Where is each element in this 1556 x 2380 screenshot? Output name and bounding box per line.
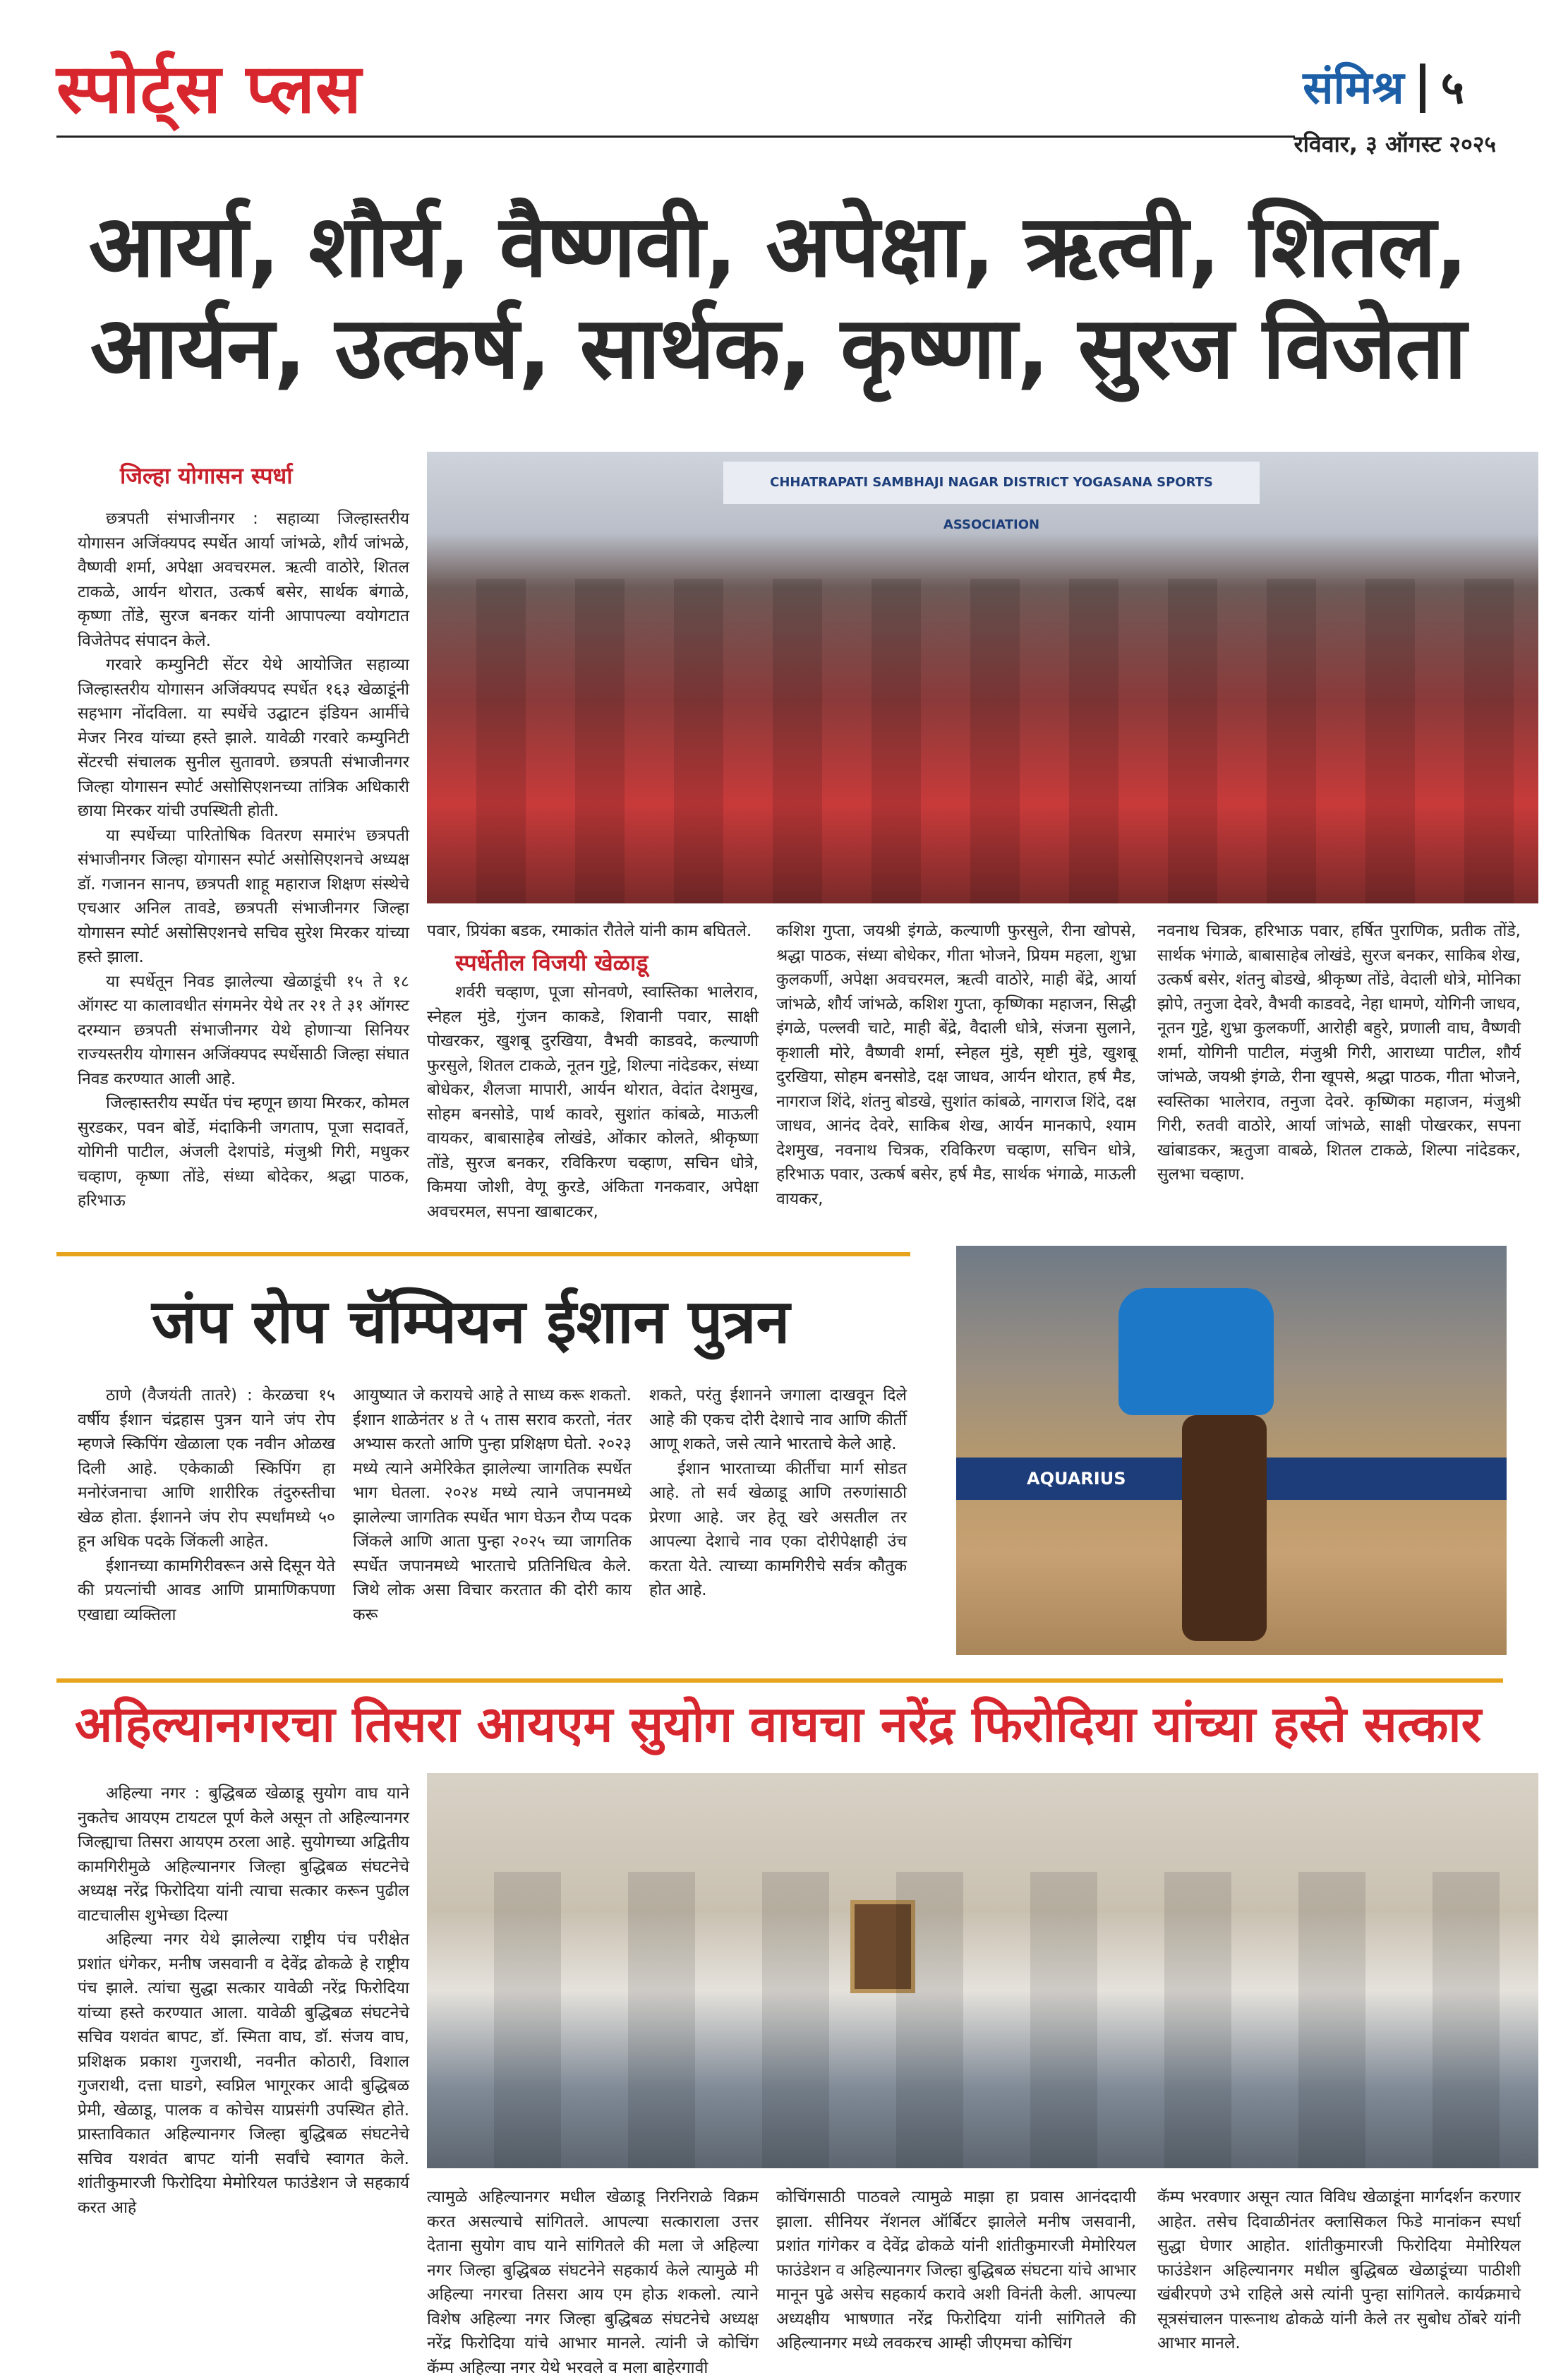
- headline-line-1: आर्या, शौर्य, वैष्णवी, अपेक्षा, ऋत्वी, शितल,: [88, 196, 1468, 296]
- story1-paragraph: या स्पर्धेतून निवड झालेल्या खेळाडूंची १५ ते १८ ऑगस्ट या कालावधीत संगमनेर येथे तर २१ ते ३१ ऑगस्ट दरम्यान छत्रपती संभाजीनगर येथे होणाऱ्या सिनियर राज्यस्तरीय योगासन अजिंक्यपद स्पर्धेसाठी जिल्हा संघात निवड करण्यात आली आहे.: [78, 972, 409, 1088]
- section-name: संमिश्र: [1303, 62, 1404, 114]
- story1-paragraph: जिल्हास्तरीय स्पर्धेत पंच म्हणून छाया मिरकर, कोमल सुरडकर, पवन बोर्डे, मंदाकिनी जगताप, पूजा सदावर्ते, योगिनी पाटील, अंजली देशपांडे, मंजुश्री गिरी, मधुकर चव्हाण, कृष्णा तोंडे, संध्या बोदेकर, श्रद्धा पाठक, हरिभाऊ: [78, 1094, 409, 1210]
- story3-column-1: [78, 1781, 409, 2220]
- jump-rope-photo: [956, 1246, 1507, 1655]
- story2-headline: जंप रोप चॅम्पियन ईशान पुत्रन: [152, 1287, 790, 1357]
- section-rule: [56, 1678, 1503, 1683]
- story1-column-4: [1157, 919, 1521, 1187]
- story2-paragraph: ईशानच्या कामगिरीवरून असे दिसून येते की प्रयत्नांची आवड आणि प्रामाणिकपणा एखाद्या व्यक्तिला: [78, 1556, 335, 1624]
- headline-line-2: आर्यन, उत्कर्ष, सार्थक, कृष्णा, सुरज विजेता: [90, 297, 1466, 398]
- story2-paragraph: ठाणे (वैजयंती तातरे) : केरळचा १५ वर्षीय ईशान चंद्रहास पुत्रन याने जंप रोप म्हणजे स्किपिंग खेळाला एक नवीन ओळख दिली आहे. एकेकाळी स्किपिंग हा मनोरंजनाचा आणि शारीरिक तंदुरुस्तीचा खेळ होता. ईशानने जंप रोप स्पर्धांमध्ये ५० हून अधिक पदके जिंकली आहेत.: [78, 1386, 335, 1551]
- main-headline: [42, 196, 1514, 399]
- photo-crowd-shading: [427, 579, 1538, 903]
- photo-banner: CHHATRAPATI SAMBHAJI NAGAR DISTRICT YOGASANA SPORTS ASSOCIATION: [723, 462, 1260, 504]
- athlete-figure: [1118, 1288, 1274, 1415]
- story3-column-3: [776, 2185, 1136, 2356]
- photo-ad-board: AQUARIUS: [956, 1458, 1507, 1500]
- story2-paragraph: ईशान भारताच्या कीर्तीचा मार्ग सोडत आहे. तो सर्व खेळाडू आणि तरुणांसाठी प्रेरणा आहे. जर हेतू खरे असतील तर आपल्या देशाचे नाव एका दोरीपेक्षाही उंच करता येते. त्याच्या कामगिरीचे सर्वत्र कौतुक होत आहे.: [649, 1459, 907, 1599]
- photo-people-shading: [427, 1872, 1538, 2168]
- story2-paragraph: आयुष्यात जे करायचे आहे ते साध्य करू शकतो. ईशान शाळेनंतर ४ ते ५ तास सराव करतो, नंतर अभ्यास करतो आणि पुन्हा प्रशिक्षण घेतो. २०२३ मध्ये त्याने अमेरिकेत झालेल्या जागतिक स्पर्धेत भाग घेतला. २०२४ मध्ये त्याने जपानमध्ये झालेल्या जागतिक स्पर्धेत भाग घेऊन रौप्य पदक जिंकले आणि आता पुन्हा २०२५ च्या जागतिक स्पर्धेत जपानमध्ये भारताचे प्रतिनिधित्व केले. जिथे लोक असा विचार करतात की दोरी काय करू: [353, 1386, 632, 1624]
- section-divider: [1420, 64, 1425, 113]
- winners-list: शर्वरी चव्हाण, पूजा सोनवणे, स्वास्तिका भालेराव, स्नेहल मुंडे, गुंजन काकडे, शिवानी पवार, साक्षी पोखरकर, खुशबू दुरखिया, वैभवी काडवदे, कल्याणी फुरसुले, शितल टाकळे, नूतन गुट्टे, शिल्पा नांदेडकर, संध्या बोधेकर, शैलजा मापारी, आर्यन थोरात, वेदांत देशमुख, सोहम बनसोडे, पार्थ कावरे, सुशांत कांबळे, माऊली वायकर, बाबासाहेब लोखंडे, ओंकार कोलते, श्रीकृष्णा तोंडे, सुरज बनकर, रविकिरण चव्हाण, सचिन धोत्रे, किमया जोशी, वेणू कुरडे, अंकिता गनकवार, अपेक्षा अवचरमल, सपना खाबाटकर,: [427, 983, 759, 1221]
- story1-kicker: जिल्हा योगासन स्पर्धा: [120, 462, 293, 489]
- story1-column-1: [78, 507, 409, 1213]
- story1-paragraph: गरवारे कम्युनिटी सेंटर येथे आयोजित सहाव्या जिल्हास्तरीय योगासन अजिंक्यपद स्पर्धेत १६३ खेळाडूंनी सहभाग नोंदविला. या स्पर्धेचे उद्घाटन इंडियन आर्मीचे मेजर निरव यांच्या हस्ते झाले. यावेळी गरवारे कम्युनिटी सेंटरची संचालक सुनील सुतावणे. छत्रपती संभाजीनगर जिल्हा योगासन स्पोर्ट असोसिएशनच्या तांत्रिक अधिकारी छाया मिरकर यांची उपस्थिती होती.: [78, 656, 409, 820]
- story1-paragraph: छत्रपती संभाजीनगर : सहाव्या जिल्हास्तरीय योगासन अजिंक्यपद स्पर्धेत आर्या जांभळे, शौर्य जांभळे, वैष्णवी शर्मा, अपेक्षा अवचरमल. ऋत्वी वाठोरे, शितल टाकळे, आर्यन थोरात, उत्कर्ष बसेर, सार्थक बंगाळे, कृष्णा तोंडे, सुरज बनकर यांनी आपापल्या वयोगटात विजेतेपद संपादन केले.: [78, 510, 409, 650]
- story1-column-3: [776, 919, 1136, 1211]
- story1-column-2: [427, 919, 759, 1224]
- story2-paragraph: शकते, परंतु ईशानने जगाला दाखवून दिले आहे की एकच दोरी देशाचे नाव आणि कीर्ती आणू शकते, जसे त्याने भारताचे केले आहे.: [649, 1386, 907, 1453]
- yoga-group-photo: [427, 452, 1538, 903]
- story3-paragraph: अहिल्या नगर येथे झालेल्या राष्ट्रीय पंच परीक्षेत प्रशांत धंगेकर, मनीष जसवानी व देवेंद्र ढोकळे हे राष्ट्रीय पंच झाले. त्यांचा सुद्धा सत्कार यावेळी नरेंद्र फिरोदिया यांच्या हस्ते करण्यात आला. यावेळी बुद्धिबळ संघटनेचे सचिव यशवंत बापट, डॉ. स्मिता वाघ, डॉ. संजय वाघ, प्रशिक्षक प्रकाश गुजराथी, नवनीत कोठारी, विशाल गुजराथी, दत्ता घाडगे, स्वप्निल भागूरकर आदी बुद्धिबळ प्रेमी, खेळाडू, पालक व कोचेस याप्रसंगी उपस्थित होते. प्रास्ताविकात अहिल्यानगर जिल्हा बुद्धिबळ संघटनेचे सचिव यशवंत बापट यांनी सर्वांचे स्वागत केले. शांतीकुमारजी फिरोदिया मेमोरियल फाउंडेशन जे सहकार्य करत आहे: [78, 1930, 409, 2217]
- chess-felicitation-photo: [427, 1773, 1538, 2168]
- story1-paragraph: या स्पर्धेच्या पारितोषिक वितरण समारंभ छत्रपती संभाजीनगर जिल्हा योगासन स्पोर्ट असोसिएशनचे अध्यक्ष डॉ. गजानन सानप, छत्रपती शाहू महाराज शिक्षण संस्थेचे एचआर अनिल तावडे, छत्रपती संभाजीनगर जिल्हा योगासन स्पोर्ट असोसिएशनचे सचिव सुरेश मिरकर यांच्या हस्ते झाला.: [78, 826, 409, 966]
- story3-column-4: [1157, 2185, 1521, 2356]
- story3-headline: अहिल्यानगरचा तिसरा आयएम सुयोग वाघचा नरेंद्र फिरोदिया यांच्या हस्ते सत्कार: [74, 1695, 1482, 1753]
- story3-paragraph: कॅम्प भरवणार असून त्यात विविध खेळाडूंना मार्गदर्शन करणार आहेत. तसेच दिवाळीनंतर क्लासिकल फिडे मानांकन स्पर्धा सुद्धा घेणार आहोत. शांतीकुमारजी फिरोदिया मेमोरियल फाउंडेशन अहिल्यानगर मधील बुद्धिबळ खेळाडूंच्या पाठीशी खंबीरपणे उभे राहिले असे त्यांनी पुन्हा सांगितले. कार्यक्रमाचे सूत्रसंचालन पारूनाथ ढोकळे यांनी केले तर सुबोध ठोंबरे यांनी आभार मानले.: [1157, 2188, 1521, 2352]
- story2-column-3: [649, 1383, 907, 1603]
- masthead-title: स्पोर्ट्स प्लस: [56, 49, 362, 128]
- section-header: [1303, 64, 1464, 113]
- athlete-legs: [1182, 1415, 1267, 1641]
- winners-list: नवनाथ चित्रक, हरिभाऊ पवार, हर्षित पुराणिक, प्रतीक तोंडे, सार्थक भंगाळे, बाबासाहेब लोखंडे, सुरज बनकर, साकिब शेख, उत्कर्ष बसेर, शंतनु बोडखे, श्रीकृष्ण तोंडे, वेदाली धोत्रे, मोनिका झोपे, तनुजा देवरे, वैभवी काडवदे, नेहा धामणे, योगिनी जाधव, नूतन गुट्टे, शुभ्रा कुलकर्णी, आरोही बहुरे, प्रणाली वाघ, वैष्णवी शर्मा, योगिनी पाटील, मंजुश्री गिरी, आराध्या पाटील, शौर्य जांभळे, जयश्री इंगळे, रीना खूपसे, श्रद्धा पाठक, गीता भोजने, स्वस्तिका भालेराव, तनुजा देवरे. कृष्णिका महाजन, मंजुश्री गिरी, रुतवी वाठोरे, आर्या जांभळे, साक्षी पोखरकर, सपना खांबाडकर, ऋतुजा वाबळे, शितल टाकळे, शिल्पा नांदेडकर, सुलभा चव्हाण.: [1157, 922, 1521, 1184]
- story2-column-1: [78, 1383, 335, 1627]
- story3-paragraph: त्यामुळे अहिल्यानगर मधील खेळाडू निरनिराळे विक्रम करत असल्याचे सांगितले. आपल्या सत्काराला उत्तर देताना सुयोग वाघ याने सांगितले की मला जे अहिल्या नगर जिल्हा बुद्धिबळ संघटनेने सहकार्य केले त्यामुळे मी अहिल्या नगरचा तिसरा आय एम होऊ शकलो. त्याने विशेष अहिल्या नगर जिल्हा बुद्धिबळ संघटनेचे अध्यक्ष नरेंद्र फिरोदिया यांचे आभार मानले. त्यांनी जे कोचिंग कॅम्प अहिल्या नगर येथे भरवले व मला बाहेरगावी: [427, 2188, 759, 2377]
- page-number: ५: [1440, 62, 1464, 114]
- story2-column-2: [353, 1383, 632, 1627]
- story3-paragraph: कोचिंगसाठी पाठवले त्यामुळे माझा हा प्रवास आनंददायी झाला. सीनियर नॅशनल ऑर्बिटर झालेले मनीष जसवानी, प्रशांत गांगेकर व देवेंद्र ढोकळे यांनी शांतीकुमारजी मेमोरियल फाउंडेशन व अहिल्यानगर जिल्हा बुद्धिबळ संघटना यांचे आभार मानून पुढे असेच सहकार्य करावे अशी विनंती केली. आपल्या अध्यक्षीय भाषणात नरेंद्र फिरोदिया यांनी सांगितले की अहिल्यानगर मध्ये लवकरच आम्ही जीएमचा कोचिंग: [776, 2188, 1136, 2352]
- story3-paragraph: अहिल्या नगर : बुद्धिबळ खेळाडू सुयोग वाघ याने नुकतेच आयएम टायटल पूर्ण केले असून तो अहिल्यानगर जिल्ह्याचा तिसरा आयएम ठरला आहे. सुयोगच्या अद्वितीय कामगिरीमुळे अहिल्यानगर जिल्हा बुद्धिबळ संघटनेचे अध्यक्ष नरेंद्र फिरोदिया यांनी त्याचा सत्कार करून पुढील वाटचालीस शुभेच्छा दिल्या: [78, 1784, 409, 1925]
- winners-list: कशिश गुप्ता, जयश्री इंगळे, कल्याणी फुरसुले, रीना खोपसे, श्रद्धा पाठक, संध्या बोधेकर, गीता भोजने, प्रियम महला, शुभ्रा कुलकर्णी, अपेक्षा अवचरमल, ऋत्वी वाठोरे, माही बेंद्रे, आर्या जांभळे, शौर्य जांभळे, कशिश गुप्ता, कृष्णिका महाजन, सिद्धी इंगळे, पल्लवी चाटे, माही बेंद्रे, वैदाली धोत्रे, संजना सुलाने, कृशाली मोरे, वैष्णवी शर्मा, स्नेहल मुंडे, सृष्टी मुंडे, खुशबू दुरखिया, सोहम बनसोडे, दक्ष जाधव, आर्यन थोरात, हर्ष मैड, नागराज शिंदे, शंतनु बोडखे, सुशांत कांबळे, नागराज शिंदे, दक्ष जाधव, आनंद देवरे, साकिब शेख, आर्यन मानकापे, श्याम देशमुख, नवनाथ चित्रक, रविकिरण चव्हाण, सचिन धोत्रे, हरिभाऊ पवार, उत्कर्ष बसेर, हर्ष मैड, सार्थक भंगाळे, माऊली वायकर,: [776, 922, 1136, 1208]
- winners-kicker: स्पर्धेतील विजयी खेळाडू: [455, 949, 649, 976]
- section-rule: [56, 1252, 910, 1256]
- story3-column-2: [427, 2185, 759, 2380]
- story1-paragraph: पवार, प्रियंका बडक, रमाकांत रौतेले यांनी काम बघितले.: [427, 922, 752, 940]
- masthead-rule: [56, 136, 1295, 138]
- issue-date: रविवार, ३ ऑगस्ट २०२५: [1293, 131, 1496, 157]
